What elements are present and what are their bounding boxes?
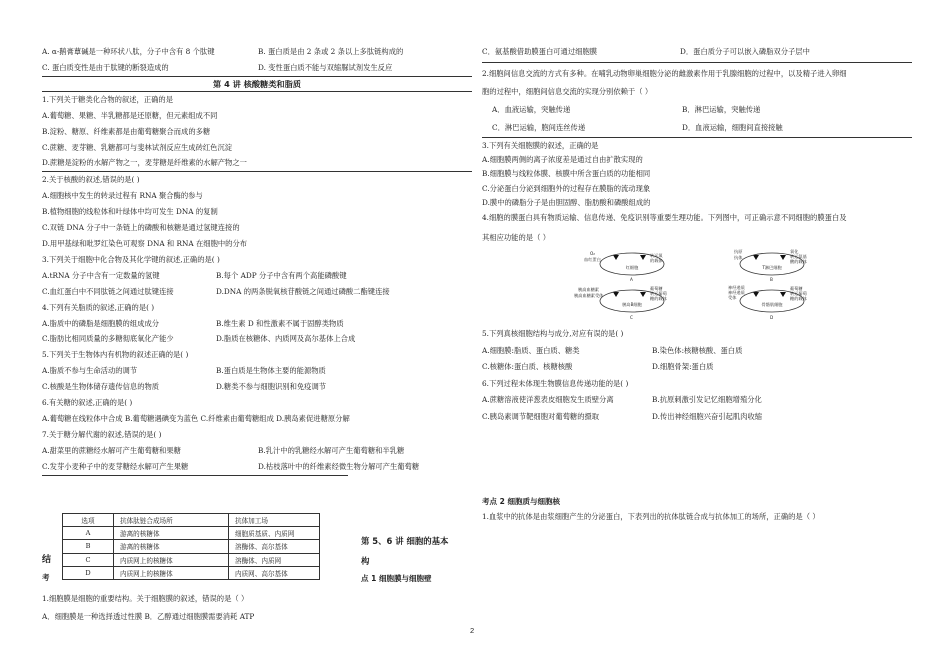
q2-option-c: C.双链 DNA 分子中一条链上的磷酸和核糖是通过氢键连接的 bbox=[42, 223, 240, 233]
q5-stem: 5.下列真核细胞结构与成分,对应有误的是( ) bbox=[482, 329, 624, 338]
function-label-1: 葡萄糖 bbox=[790, 286, 803, 291]
q6-stem: 6.有关糖的叙述,正确的是( ) bbox=[42, 398, 133, 408]
option-c: C. 蛋白质变性是由于肽键的断裂造成的 bbox=[42, 62, 169, 72]
q2-option-c: C．淋巴运输，胞间连丝传递 bbox=[492, 122, 586, 132]
q4-stem: 4.下列有关脂质的叙述,正确的是( ) bbox=[42, 302, 155, 312]
table-cell: 内质网、高尔基体 bbox=[229, 566, 320, 579]
carrier-shape bbox=[640, 292, 646, 297]
q5-row2 bbox=[42, 379, 472, 395]
question-6-sugars bbox=[42, 395, 472, 427]
question-1-sugars bbox=[42, 92, 472, 172]
q7-stem: 7.关于糖分解代谢的叙述,错误的是( ) bbox=[42, 429, 162, 439]
q7-row2 bbox=[42, 459, 472, 475]
q7-option-a: A.甜菜里的蔗糖经水解可产生葡萄糖和果糖 bbox=[42, 445, 181, 455]
q6-stem: 6.下列过程未体现生物膜信息传递功能的是( ) bbox=[482, 378, 629, 388]
q5-stem: 5.下列关于生物体内有机物的叙述正确的是( ) bbox=[42, 350, 189, 360]
question-5-structure bbox=[482, 326, 912, 376]
q3-option-b: B.每个 ADP 分子中含有两个高能磷酸键 bbox=[216, 270, 347, 280]
q3-option-d: D.膜中的磷脂分子是由胆固醇、脂肪酸和磷酸组成的 bbox=[482, 197, 651, 207]
option-b: B. 蛋白质是由 2 条或 2 条以上多肽链构成的 bbox=[258, 47, 404, 56]
ligand-label: 胰高血糖素 bbox=[578, 287, 599, 292]
q2-stem-cont: 胞的过程中，细胞间信息交流的实现分别依赖于（ ） bbox=[482, 86, 653, 96]
q2-option-a: A．血液运输，突触传递 bbox=[492, 104, 571, 114]
q2-stem: 2.关于核酸的叙述,错误的是( ) bbox=[42, 175, 140, 185]
side-label-kao: 考 bbox=[42, 573, 50, 582]
question-membrane bbox=[42, 590, 254, 626]
prev-question-options bbox=[482, 44, 912, 60]
q6-option-a: A.蔗糖溶液使洋葱表皮细胞发生质壁分离 bbox=[482, 395, 614, 405]
option-c: C．氨基酸借助膜蛋白可通过细胞膜 bbox=[482, 47, 598, 56]
panel-b bbox=[734, 248, 808, 282]
q4-option-c: C.脂肪比相同质量的多糖彻底氧化产能少 bbox=[42, 334, 174, 344]
q5-option-c: C.核糖体:蛋白质、核糖核酸 bbox=[482, 362, 573, 372]
table-header-synthesis: 抗体肽链合成场所 bbox=[114, 514, 229, 527]
q1-option-c: C.蔗糖、麦芽糖、乳糖都可与斐林试剂反应生成砖红色沉淀 bbox=[42, 142, 233, 152]
q6-option-b: B.抗原刺激引发记忆细胞增殖分化 bbox=[652, 395, 762, 405]
question-2-nucleic-acid bbox=[42, 172, 472, 252]
q2-option-b: B．淋巴运输，突触传递 bbox=[682, 104, 761, 114]
q3-option-c: C.血红蛋白中不同肽链之间通过肽键连接 bbox=[42, 286, 174, 296]
table-cell: 溶酶体、内质网 bbox=[229, 553, 320, 566]
q2-option-a: A.细胞核中发生的转录过程有 RNA 聚合酶的参与 bbox=[42, 191, 203, 201]
function-label-1: 转运氧 bbox=[650, 253, 663, 258]
q5-option-b: B.蛋白质是生物体主要的能源物质 bbox=[216, 366, 326, 376]
q5-row2 bbox=[482, 359, 912, 376]
function-label-3: 糖的载体 bbox=[650, 296, 667, 301]
q4-option-b: B.维生素 D 和性激素不属于固醇类物质 bbox=[216, 318, 344, 328]
q7-row1 bbox=[42, 443, 472, 459]
q2-option-b: B.植物细胞的线粒体和叶绿体中均可发生 DNA 的复制 bbox=[42, 207, 218, 217]
function-label-2: 转运葡萄 bbox=[650, 291, 667, 296]
q7-option-d: D.枯枝落叶中的纤维素经微生物分解可产生葡萄糖 bbox=[258, 461, 420, 471]
q1-stem: 1.下列关于糖类化合物的叙述，正确的是 bbox=[42, 94, 174, 104]
q2-rule bbox=[482, 137, 912, 138]
receptor-shape bbox=[753, 292, 759, 297]
table-row bbox=[63, 540, 320, 553]
function-label-1: 氧化 bbox=[790, 249, 799, 254]
question-4-lipids bbox=[42, 300, 472, 348]
membrane-protein-diagram bbox=[570, 247, 842, 327]
right-column bbox=[482, 44, 912, 246]
section-title-lecture56: 第 5、6 讲 细胞的基本 bbox=[361, 536, 449, 546]
q5-option-d: D.糖类不参与细胞识别和免疫调节 bbox=[216, 382, 327, 392]
q7-option-c: C.发芽小麦种子中的麦芽糖经水解可产生果糖 bbox=[42, 461, 189, 471]
q3-stem: 3.下列关于细胞中化合物及其化学键的叙述,正确的是( ) bbox=[42, 254, 220, 264]
function-label-2: 转运葡萄 bbox=[790, 291, 807, 296]
ligand-label: O₂ bbox=[590, 251, 595, 256]
table-cell: 游离的核糖体 bbox=[114, 527, 229, 540]
qm-options: A．细胞膜是一种选择透过性膜 B．乙醇通过细胞膜需要消耗 ATP bbox=[42, 612, 255, 621]
function-label-1: 葡萄糖 bbox=[650, 286, 663, 291]
q5-row1 bbox=[482, 343, 912, 360]
panel-letter: B bbox=[770, 277, 773, 282]
q4-option-a: A.脂质中的磷脂是细胞膜的组成成分 bbox=[42, 318, 160, 328]
question-4-membrane-proteins bbox=[482, 210, 912, 246]
q4-option-d: D.脂质在核糖体、内质网及高尔基体上合成 bbox=[216, 334, 356, 344]
q5-option-c: C.核酸是生物体储存遗传信息的物质 bbox=[42, 382, 160, 392]
q7-rule bbox=[42, 475, 348, 476]
table-header-processing: 抗体加工场 bbox=[229, 514, 320, 527]
table-cell: B bbox=[63, 540, 114, 553]
carrier-shape bbox=[640, 255, 646, 260]
side-label-jie: 结 bbox=[42, 555, 52, 565]
antibody-site-table bbox=[62, 513, 320, 580]
table-header-option: 选项 bbox=[63, 514, 114, 527]
table-cell: A bbox=[63, 527, 114, 540]
option-d: D．蛋白质分子可以嵌入磷脂双分子层中 bbox=[680, 47, 810, 56]
receptor-shape bbox=[613, 255, 619, 260]
section-title-lecture56-cont: 构 bbox=[361, 556, 370, 566]
section-title-lecture4: 第 4 讲 核酸糖类和脂质 bbox=[42, 76, 472, 91]
question-2-info-exchange bbox=[482, 65, 912, 137]
table-row bbox=[63, 527, 320, 540]
protein-label: 血红蛋白 bbox=[584, 257, 601, 262]
q4-stem: 4.细胞的膜蛋白具有物质运输、信息传递、免疫识别等重要生理功能。下列图中，可正确示意不同细胞的膜蛋白及 bbox=[482, 212, 847, 222]
q4-row2 bbox=[42, 331, 472, 347]
protein-label: 抗体 bbox=[734, 255, 743, 260]
q6-option-c: C.胰岛素调节靶细胞对葡萄糖的摄取 bbox=[482, 411, 600, 421]
top-rule bbox=[482, 62, 912, 63]
q6-option-d: D.传出神经细胞兴奋引起肌肉收缩 bbox=[652, 411, 763, 421]
ligand-label: 神经递质 bbox=[728, 285, 745, 290]
question-3-membrane bbox=[482, 139, 912, 210]
q7-option-b: B.乳汁中的乳糖经水解可产生葡萄糖和半乳糖 bbox=[258, 445, 405, 455]
q1-option-b: B.淀粉、糖原、纤维素都是由葡萄糖聚合而成的多糖 bbox=[42, 126, 211, 136]
q1-option-d: D.蔗糖是淀粉的水解产物之一，麦芽糖是纤维素的水解产物之一 bbox=[42, 158, 247, 168]
q5-option-d: D.细胞骨架:蛋白质 bbox=[652, 362, 714, 372]
point1-title: 点 1 细胞膜与细胞壁 bbox=[361, 574, 432, 583]
q6-row1 bbox=[482, 392, 912, 409]
q4-row1 bbox=[42, 316, 472, 332]
table-cell: D bbox=[63, 566, 114, 579]
function-label-2: 的载体 bbox=[650, 258, 663, 263]
q5-option-a: A.细胞膜:脂质、蛋白质、糖类 bbox=[482, 345, 580, 355]
question-6-signal bbox=[482, 376, 912, 426]
q6-row2 bbox=[482, 409, 912, 426]
q2-row2 bbox=[482, 119, 912, 137]
option-d: D. 变性蛋白质不能与双缩脲试剂发生反应 bbox=[258, 62, 393, 72]
table-cell: 游离的核糖体 bbox=[114, 540, 229, 553]
q2-option-d: D．血液运输，细胞间直接接触 bbox=[682, 122, 783, 132]
q2-option-d: D.用甲基绿和吡罗红染色可观察 DNA 和 RNA 在细胞中的分布 bbox=[42, 238, 248, 248]
q5-option-a: A.脂质不参与生命活动的调节 bbox=[42, 366, 138, 376]
q3-row2 bbox=[42, 284, 472, 300]
function-label-3: 糖的载体 bbox=[790, 296, 807, 301]
q3-option-c: C.分泌蛋白分泌到细胞外的过程存在膜脂的流动现象 bbox=[482, 183, 651, 193]
q1-option-a: A.葡萄糖、果糖、半乳糖都是还原糖，但元素组成不同 bbox=[42, 110, 218, 120]
q5-option-b: B.染色体:核糖核酸、蛋白质 bbox=[652, 345, 743, 355]
panel-d bbox=[728, 284, 808, 320]
cell-name: 胰岛B细胞 bbox=[622, 302, 642, 307]
table-cell: 溶酶体、高尔基体 bbox=[229, 540, 320, 553]
page-number: 2 bbox=[470, 626, 475, 635]
question-5-organic bbox=[42, 347, 472, 395]
right-lower-questions bbox=[482, 326, 912, 426]
carrier-shape bbox=[780, 292, 786, 297]
panel-letter: D bbox=[770, 315, 774, 320]
point2-title: 考点 2 细胞质与细胞核 bbox=[482, 497, 560, 506]
q4-stem-cont: 其相应功能的是（ ） bbox=[482, 232, 550, 242]
q3-option-a: A.tRNA 分子中含有一定数量的氢键 bbox=[42, 270, 160, 280]
protein-label: 神经递质 bbox=[728, 290, 745, 295]
prev-question-options-row1 bbox=[42, 44, 472, 60]
panel-letter: A bbox=[630, 277, 633, 282]
q6-options: A.葡萄糖在线粒体中合成 B.葡萄糖遇碘变为蓝色 C.纤维素由葡萄糖组成 D.胰岛素促进糖原分解 bbox=[42, 413, 350, 423]
table-cell: C bbox=[63, 553, 114, 566]
qm-stem: 1.细胞膜是细胞的重要结构。关于细胞膜的叙述，错误的是（ ） bbox=[42, 594, 249, 603]
table-cell: 内质网上的核糖体 bbox=[114, 566, 229, 579]
question-antibody: 1.血浆中的抗体是由浆细胞产生的分泌蛋白，下表列出的抗体肽链合成与抗体加工的场所，正确的是（ ） bbox=[482, 512, 820, 521]
q2-row1 bbox=[482, 101, 912, 119]
panel-c bbox=[574, 285, 668, 320]
table-cell: 内质网上的核糖体 bbox=[114, 553, 229, 566]
option-a: A. α-鹅膏蕈碱是一种环状八肽，分子中含有 8 个肽键 bbox=[42, 47, 215, 56]
cell-name: 红细胞 bbox=[625, 265, 639, 270]
question-3-chemical-bonds bbox=[42, 252, 472, 300]
q3-option-a: A.细胞膜两侧的离子浓度差是通过自由扩散实现的 bbox=[482, 155, 643, 165]
panel-a bbox=[584, 251, 664, 282]
q2-stem: 2.细胞间信息交流的方式有多种。在哺乳动物卵巢细胞分泌的雌激素作用于乳腺细胞的过程中，以及精子进入卵细 bbox=[482, 68, 847, 78]
cell-name: 骨骼肌细胞 bbox=[761, 302, 783, 307]
table-header-row bbox=[63, 514, 320, 527]
protein-label: 胰高血糖素受体 bbox=[574, 293, 604, 298]
left-column bbox=[42, 44, 472, 476]
q3-option-b: B.细胞膜与线粒体膜、核膜中所含蛋白质的功能相同 bbox=[482, 169, 651, 179]
q3-option-d: D.DNA 的两条脱氧核苷酸链之间通过磷酸二酯键连接 bbox=[216, 286, 390, 296]
function-label-3: 酸的载体 bbox=[790, 259, 807, 264]
table-cell: 细胞质基质、内质网 bbox=[229, 527, 320, 540]
table-row bbox=[63, 553, 320, 566]
ligand-label: 抗原 bbox=[734, 249, 743, 254]
panel-letter: C bbox=[630, 315, 633, 320]
carrier-shape bbox=[780, 255, 786, 260]
function-label-2: 转运氨基 bbox=[790, 254, 807, 259]
q3-stem: 3.下列有关细胞膜的叙述，正确的是 bbox=[482, 140, 599, 150]
question-7-sugar-metabolism bbox=[42, 427, 472, 475]
receptor-shape bbox=[753, 255, 759, 260]
q3-row1 bbox=[42, 268, 472, 284]
protein-label-2: 受体 bbox=[728, 295, 737, 300]
cell-name: T淋巴细胞 bbox=[762, 265, 782, 270]
receptor-shape bbox=[613, 292, 619, 297]
q5-row1 bbox=[42, 363, 472, 379]
table-row bbox=[63, 566, 320, 579]
prev-question-options-row2 bbox=[42, 60, 472, 76]
